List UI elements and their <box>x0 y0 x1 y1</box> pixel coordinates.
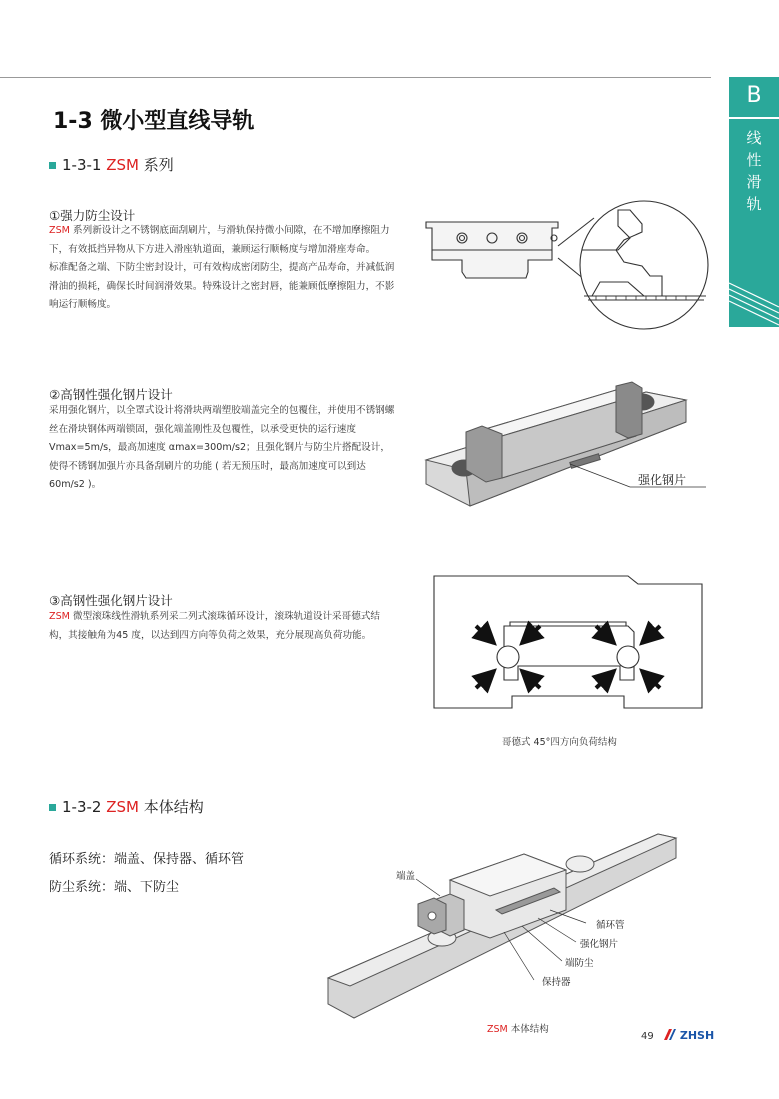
section-name: 本体结构 <box>138 798 204 816</box>
header-rule <box>0 77 711 78</box>
feature2-title: ②高钢性强化钢片设计 <box>49 387 173 402</box>
structure-caption-text: 本体结构 <box>507 1024 549 1035</box>
systems-list <box>49 846 244 902</box>
brand-name: ZSM <box>49 611 70 622</box>
steel-plate-figure <box>420 374 710 519</box>
section-name: 系列 <box>138 156 174 174</box>
chapter-letter: B <box>746 83 762 108</box>
end-seal-label: 端防尘 <box>565 958 594 969</box>
bullet-square-icon <box>49 162 56 169</box>
feature3-body <box>49 608 395 645</box>
dust-seal-figure <box>418 198 718 334</box>
chapter-tab-divider <box>729 117 779 119</box>
gothic-arch-figure <box>428 570 708 720</box>
brand-name: ZSM <box>487 1024 508 1035</box>
retainer-label: 保持器 <box>542 977 571 988</box>
brand-name: ZSM <box>106 798 139 816</box>
gothic-arch-caption: 哥德式 45°四方向负荷结构 <box>502 737 617 748</box>
section-number: 1-3-2 <box>62 798 107 816</box>
bullet-square-icon <box>49 804 56 811</box>
feature1-body <box>49 222 395 315</box>
dust-system-text: 防尘系统：端、下防尘 <box>49 880 180 895</box>
steel-plate-label: 强化钢片 <box>638 473 687 487</box>
structure-caption <box>487 1021 549 1035</box>
company-logo <box>664 1029 714 1042</box>
feature3-text: 微型滚珠线性滑轨系列采二列式滚珠循环设计，滚珠轨道设计采哥德式结构，其接触角为45 度，以达到四方向等负荷之效果，充分展现高负荷功能。 <box>49 611 381 641</box>
steel-plate-structure-label: 强化钢片 <box>580 939 619 950</box>
page-number: 49 <box>641 1031 654 1042</box>
structure-figure <box>318 792 678 1020</box>
section-heading-1 <box>49 154 174 175</box>
recirculation-tube-label: 循环管 <box>596 920 625 931</box>
feature3-title: ③高钢性强化钢片设计 <box>49 593 173 608</box>
brand-name: ZSM <box>106 156 139 174</box>
brand-name: ZSM <box>49 225 70 236</box>
chapter-side-tab[interactable] <box>729 77 779 327</box>
section-number: 1-3-1 <box>62 156 107 174</box>
recirculation-system-text: 循环系统：端盖、保持器、循环管 <box>49 852 245 867</box>
feature1-title: ①强力防尘设计 <box>49 208 136 223</box>
section-heading-2 <box>49 796 204 817</box>
feature1-text-b: 标准配备之端、下防尘密封设计，可有效构成密闭防尘，提高产品寿命，并减低润滑油的损耗，确保长时间润滑效果。特殊设计之密封唇，能兼顾低摩擦阻力，不影响运行顺畅度。 <box>49 262 395 311</box>
diagonal-stripes-icon <box>729 277 779 327</box>
page-title: 1-3 微小型直线导轨 <box>53 109 255 134</box>
zhsh-logo-icon <box>664 1029 676 1040</box>
end-cap-label: 端盖 <box>396 871 416 882</box>
logo-text: ZHSH <box>679 1029 715 1042</box>
chapter-tab-title: 线性滑轨 <box>746 129 762 213</box>
feature1-text-a: 系列新设计之不锈钢底面刮刷片，与滑轨保持微小间隙，在不增加摩擦阻力下，有效抵挡异物从下方进入滑座轨道面，兼顾运行顺畅度与增加滑座寿命。 <box>49 225 390 255</box>
feature2-body: 采用强化钢片，以全罩式设计将滑块两端塑胶端盖完全的包覆住，并使用不锈钢螺丝在滑块钢体两端锁固，强化端盖刚性及包覆性，以承受更快的运行速度 Vmax=5m/s，最高加速度 αmax=300m/s2；且强化钢片与防尘片搭配设计，使得不锈钢加强片亦具备刮刷片的功能 ( 若无预压时，最高加速度可以到达 60m/s2 )。 <box>49 405 395 491</box>
